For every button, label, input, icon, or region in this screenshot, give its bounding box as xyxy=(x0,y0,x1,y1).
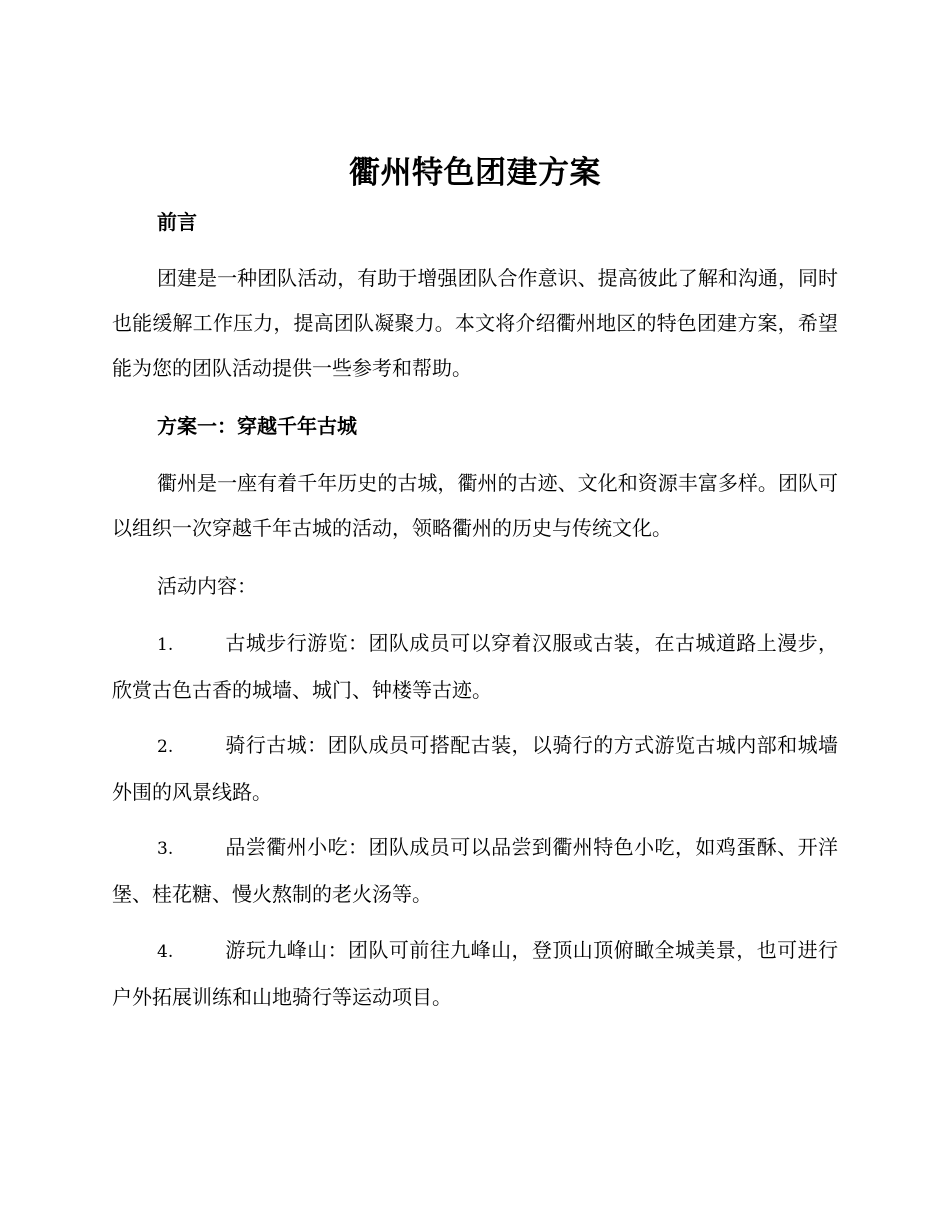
list-item xyxy=(112,928,838,1020)
plan1-paragraph: 衢州是一座有着千年历史的古城，衢州的古迹、文化和资源丰富多样。团队可以组织一次穿越千年古城的活动，领略衢州的历史与传统文化。 xyxy=(112,471,838,540)
list-item xyxy=(112,621,838,713)
list-item-number: 3. xyxy=(157,839,174,859)
list-item xyxy=(112,825,838,917)
list-item xyxy=(112,723,838,815)
plan1-heading: 方案一：穿越千年古城 xyxy=(157,414,357,438)
list-item-number: 4. xyxy=(157,942,174,962)
list-item-number: 2. xyxy=(157,737,174,757)
list-item-text: 游玩九峰山：团队可前往九峰山，登顶山顶俯瞰全城美景，也可进行户外拓展训练和山地骑行等运动项目。 xyxy=(112,938,838,1009)
list-item-text: 古城步行游览：团队成员可以穿着汉服或古装，在古城道路上漫步，欣赏古色古香的城墙、城门、钟楼等古迹。 xyxy=(112,631,838,702)
list-item-text: 品尝衢州小吃：团队成员可以品尝到衢州特色小吃，如鸡蛋酥、开洋堡、桂花糖、慢火熬制的老火汤等。 xyxy=(112,835,838,906)
activities-label: 活动内容： xyxy=(157,574,257,598)
document-title: 衢州特色团建方案 xyxy=(349,155,601,191)
intro-heading: 前言 xyxy=(157,210,197,234)
list-item-number: 1. xyxy=(157,635,174,655)
list-item-text: 骑行古城：团队成员可搭配古装，以骑行的方式游览古城内部和城墙外围的风景线路。 xyxy=(112,733,838,804)
intro-paragraph: 团建是一种团队活动，有助于增强团队合作意识、提高彼此了解和沟通，同时也能缓解工作压力，提高团队凝聚力。本文将介绍衢州地区的特色团建方案，希望能为您的团队活动提供一些参考和帮助。 xyxy=(112,266,838,380)
